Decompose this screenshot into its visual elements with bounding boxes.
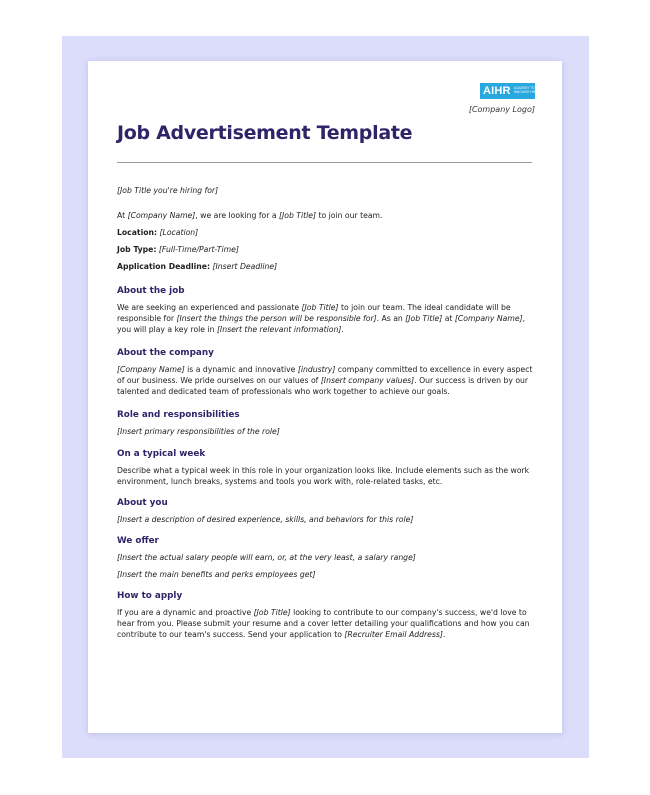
- logo-sub2: INNOVATE HR: [513, 90, 536, 94]
- logo-caption: [Company Logo]: [468, 105, 535, 114]
- section-heading-week: On a typical week: [117, 449, 206, 459]
- section-heading-apply: How to apply: [117, 591, 183, 601]
- body-text: , you will play a key role in: [117, 314, 526, 334]
- body-text: company committed to excellence in every aspect of our business. We pride ourselves on our values of: [117, 365, 533, 385]
- body-text: If you are a dynamic and proactive: [117, 608, 254, 617]
- body-text: is a dynamic and innovative: [184, 365, 298, 374]
- section-heading-offer: We offer: [117, 536, 159, 546]
- placeholder: [Recruiter Email Address]: [344, 630, 443, 639]
- body-text: to join our team. The ideal candidate will be responsible for: [117, 303, 511, 323]
- intro-text: , we are looking for a: [195, 211, 280, 220]
- placeholder: [Company Name]: [117, 365, 185, 374]
- detail-deadline: [117, 261, 537, 272]
- detail-label: Location:: [117, 228, 158, 237]
- section-heading-role: Role and responsibilities: [117, 410, 240, 420]
- section-heading-about-job: About the job: [117, 286, 185, 296]
- body-text: looking to contribute to our company's success, we'd love to hear from you. Please submit your resume and a cover letter detailing your qualifications and how you can contribute to our team's success. Send your application to: [117, 608, 530, 639]
- about-company-paragraph: [117, 364, 537, 397]
- body-text: .: [341, 325, 344, 334]
- about-you-placeholder: [Insert a description of desired experience, skills, and behaviors for this role]: [117, 515, 414, 524]
- body-text: .: [442, 630, 446, 639]
- logo-mark: AIHR: [483, 85, 511, 97]
- detail-label: Job Type:: [117, 245, 157, 254]
- intro-text: At: [117, 211, 128, 220]
- apply-paragraph: [117, 607, 537, 640]
- detail-value: [Insert Deadline]: [212, 262, 278, 271]
- placeholder: [Company Name]: [127, 211, 196, 220]
- body-text: at: [442, 314, 455, 323]
- job-title-line: [Job Title you're hiring for]: [117, 186, 219, 195]
- body-text: . Our success is driven by our talented and dedicated team of professionals who work together to achieve our goals.: [117, 376, 529, 396]
- role-placeholder: [Insert primary responsibilities of the role]: [117, 427, 280, 436]
- placeholder: [Insert company values]: [320, 376, 415, 385]
- about-job-paragraph: [117, 302, 537, 335]
- page-title: Job Advertisement Template: [117, 122, 413, 144]
- section-heading-about-you: About you: [117, 498, 168, 508]
- detail-location: [117, 227, 537, 238]
- placeholder: [Insert the things the person will be responsible for]: [176, 314, 377, 323]
- intro-text: to join our team.: [316, 211, 383, 220]
- document-page: [88, 61, 562, 733]
- placeholder: [Job Title]: [405, 314, 443, 323]
- logo-subtitle: [514, 87, 535, 94]
- offer-salary-placeholder: [Insert the actual salary people will earn, or, at the very least, a salary range]: [117, 553, 416, 562]
- placeholder: [Job Title]: [253, 608, 291, 617]
- body-text: We are seeking an experienced and passionate: [117, 303, 302, 312]
- body-text: . As an: [376, 314, 406, 323]
- detail-value: [Location]: [159, 228, 199, 237]
- section-heading-about-company: About the company: [117, 348, 214, 358]
- placeholder: [industry]: [297, 365, 336, 374]
- placeholder: [Job Title]: [301, 303, 339, 312]
- divider: [117, 162, 532, 163]
- detail-job-type: [117, 244, 537, 255]
- intro-paragraph: [117, 210, 537, 221]
- week-paragraph: Describe what a typical week in this role in your organization looks like. Include elements such as the work environment, lunch breaks, systems and tools you work with, role-related tasks, etc.: [117, 466, 530, 486]
- company-logo: [480, 83, 535, 99]
- offer-benefits-placeholder: [Insert the main benefits and perks employees get]: [117, 570, 316, 579]
- logo-sub1: ACADEMY TO: [513, 86, 535, 91]
- detail-label: Application Deadline:: [117, 262, 211, 271]
- placeholder: [Job Title]: [279, 211, 317, 220]
- placeholder: [Company Name]: [454, 314, 523, 323]
- document-body: [117, 185, 537, 640]
- placeholder: [Insert the relevant information]: [216, 325, 342, 334]
- detail-value: [Full-Time/Part-Time]: [158, 245, 239, 254]
